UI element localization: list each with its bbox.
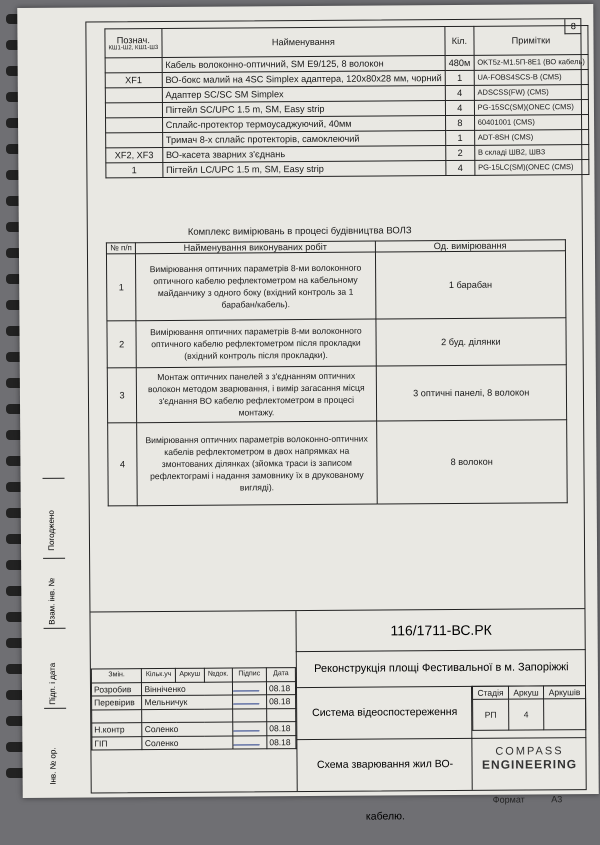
spec-notes: UA-FOBS4SCS-B (CMS)	[474, 70, 589, 86]
signer-name: Вінніченко	[142, 682, 232, 696]
project-name: Реконструкція площі Фестивальної в м. Запоріжжі	[296, 649, 586, 688]
spec-designation	[105, 88, 162, 103]
sheets-value	[544, 699, 586, 730]
side-label-replace: Взам. інв. №	[43, 558, 65, 629]
spec-name: ВО-бокс малий на 4SC Simplex адаптера, 120x80x28 мм, чорний	[162, 71, 445, 88]
handwritten-signature	[233, 722, 263, 731]
spec-qty: 1	[445, 70, 474, 85]
spec-notes: ADSCSS(FW) (CMS)	[474, 85, 589, 101]
signer-role: Перевірив	[92, 696, 143, 710]
format-label: Формат А3	[492, 794, 563, 805]
spec-designation: 1	[106, 163, 163, 178]
spec-name: Пігтейл LC/UPC 1.5 m, SM, Easy strip	[163, 161, 446, 178]
signature-mark	[232, 708, 266, 722]
side-label-signature-date: Підп. і дата	[44, 628, 67, 709]
sign-header-cell: Змін.	[91, 669, 142, 683]
signer-date: 08.18	[266, 681, 295, 695]
spec-qty: 1	[446, 130, 475, 145]
handwritten-signature	[233, 695, 263, 704]
spec-notes: 60401001 (CMS)	[474, 115, 589, 131]
spec-notes: OKT5z-M1.5П-8E1 (ВО кабель)	[474, 55, 589, 71]
signer-row	[92, 708, 296, 723]
signer-date: 08.18	[267, 695, 296, 709]
signer-row	[92, 695, 296, 710]
spec-notes: ADT-8SH (CMS)	[474, 130, 589, 146]
spec-name: Пігтейл SC/UPC 1.5 m, SM, Easy strip	[162, 101, 445, 118]
spec-designation	[105, 58, 162, 73]
work-number: 4	[108, 423, 138, 506]
spec-row	[106, 160, 589, 178]
spec-designation	[106, 133, 163, 148]
system-name: Система відеоспостереження	[296, 686, 472, 740]
handwritten-signature	[233, 682, 263, 691]
signer-date: 08.18	[267, 735, 296, 749]
sign-header-cell: №док.	[204, 668, 232, 682]
work-description: Вимірювання оптичних параметрів волоконно-оптичних кабелів рефлектометром в двох напрямках на змонтованих ділянках (зйомка траси із записом рефлектограмі і надання замовнику їх в друкованому вигляді).	[137, 421, 377, 506]
spec-designation	[106, 118, 163, 133]
sheet-header: Аркуш	[508, 686, 543, 699]
side-label-approved: Погоджено	[43, 478, 66, 559]
spec-qty: 4	[445, 100, 474, 115]
measurements-title: Комплекс вимірювань в процесі будівництва ВОЛЗ	[187, 225, 412, 238]
spec-name: Адаптер SC/SC SM Simplex	[162, 86, 445, 103]
sign-header-cell: Підпис	[232, 668, 266, 682]
stage-value: РП	[473, 699, 509, 730]
spec-name: ВО-касета зварних з'єднань	[162, 146, 445, 163]
work-row	[107, 365, 566, 423]
sign-header-cell: Дата	[266, 668, 295, 682]
company-logo: COMPASS ENGINEERING	[471, 737, 586, 790]
spec-name: Кабель волоконно-оптичний, SM E9/125, 8 волокон	[162, 56, 445, 73]
spec-qty: 4	[445, 85, 474, 100]
work-description: Вимірювання оптичних параметрів 8-ми волоконного оптичного кабелю рефлектометром на кабельному майданчику з одного боку (вхідний контроль за 1 барабан/кабель).	[136, 252, 376, 321]
work-description: Вимірювання оптичних параметрів 8-ми волоконного оптичного кабелю рефлектометром після прокладки (вхідний контроль після прокладки).	[136, 319, 376, 368]
spec-header-qty: Кіл.	[445, 26, 474, 55]
spec-qty: 2	[446, 145, 475, 160]
signer-row	[92, 735, 296, 750]
signature-mark	[232, 695, 266, 709]
signer-name	[142, 709, 232, 723]
spec-header-designation: Познач. КШ1-Ш2, КШ1-Ш3	[105, 29, 162, 58]
spec-designation: XF2, XF3	[106, 148, 163, 163]
signer-date: 08.18	[267, 722, 296, 736]
drawing-sheet	[17, 4, 599, 823]
side-label-inventory: Інв. № ор.	[44, 708, 67, 789]
spec-qty: 480м	[445, 55, 474, 70]
work-unit: 3 оптичні панелі, 8 волокон	[376, 365, 567, 421]
stage-block	[471, 685, 586, 739]
sheet-number: 8	[564, 19, 581, 34]
sign-header-cell: Аркуш	[175, 668, 204, 682]
spec-designation	[105, 103, 162, 118]
signer-role	[92, 709, 143, 723]
spec-designation: XF1	[105, 73, 162, 88]
sheet-value: 4	[509, 699, 544, 730]
spec-header-name: Найменування	[162, 27, 446, 58]
work-description: Монтаж оптичних панелей з з'єднанням оптичних волокон методом зварювання, і вимір загасання місця з'єднання ВО кабелю рефлектометром в процесі монтажу.	[136, 366, 376, 423]
handwritten-signature	[233, 736, 263, 745]
signatures-block	[91, 667, 297, 750]
work-unit: 1 барабан	[375, 251, 566, 319]
signer-row	[91, 681, 295, 696]
work-header-unit: Од. вимірювання	[375, 240, 566, 252]
signer-date	[267, 708, 296, 722]
signer-role: ГІП	[92, 736, 143, 750]
document-code: 116/1711-ВС.РК	[295, 609, 585, 652]
signer-name: Соленко	[142, 722, 232, 736]
signature-mark	[232, 681, 266, 695]
work-number: 1	[106, 254, 136, 321]
spec-header-notes: Примітки	[474, 26, 589, 56]
specification-table	[104, 25, 589, 178]
stage-header: Стадія	[472, 686, 508, 699]
work-number: 3	[107, 368, 137, 423]
work-header-name: Найменування виконуваних робіт	[136, 241, 375, 254]
signature-mark	[232, 722, 266, 736]
signer-role: Розробив	[91, 682, 142, 696]
side-stamp	[43, 478, 67, 798]
signer-role: Н.контр	[92, 723, 143, 737]
spec-name: Сплайс-протектор термоусаджуючий, 40мм	[162, 116, 445, 133]
work-row	[108, 420, 568, 506]
work-unit: 2 буд. ділянки	[375, 318, 566, 366]
work-number: 2	[107, 321, 137, 368]
signer-name: Соленко	[142, 736, 232, 750]
spec-qty: 8	[446, 115, 475, 130]
work-row	[106, 251, 565, 321]
sheets-header: Аркушів	[543, 686, 585, 699]
spec-qty: 4	[446, 160, 475, 175]
sign-header-cell: Кільк.уч	[142, 668, 176, 682]
measurements-table	[106, 239, 568, 506]
work-header-number: № п/п	[106, 243, 135, 254]
signature-mark	[233, 735, 267, 749]
spec-notes: В складі ШВ2, ШВ3	[474, 145, 589, 161]
signer-row	[92, 722, 296, 737]
signer-name: Мельничук	[142, 695, 232, 709]
work-unit: 8 волокон	[376, 420, 567, 504]
work-row	[107, 318, 566, 368]
spec-name: Тримач 8-х сплайс протекторів, самоклеючий	[162, 131, 445, 148]
spec-notes: PG-15LC(SM)(ONEC (CMS)	[475, 160, 590, 176]
scheme-name: Схема зварювання жил ВО-кабелю.	[296, 738, 472, 791]
spec-notes: PG-15SC(SM)(ONEC (CMS)	[474, 100, 589, 116]
